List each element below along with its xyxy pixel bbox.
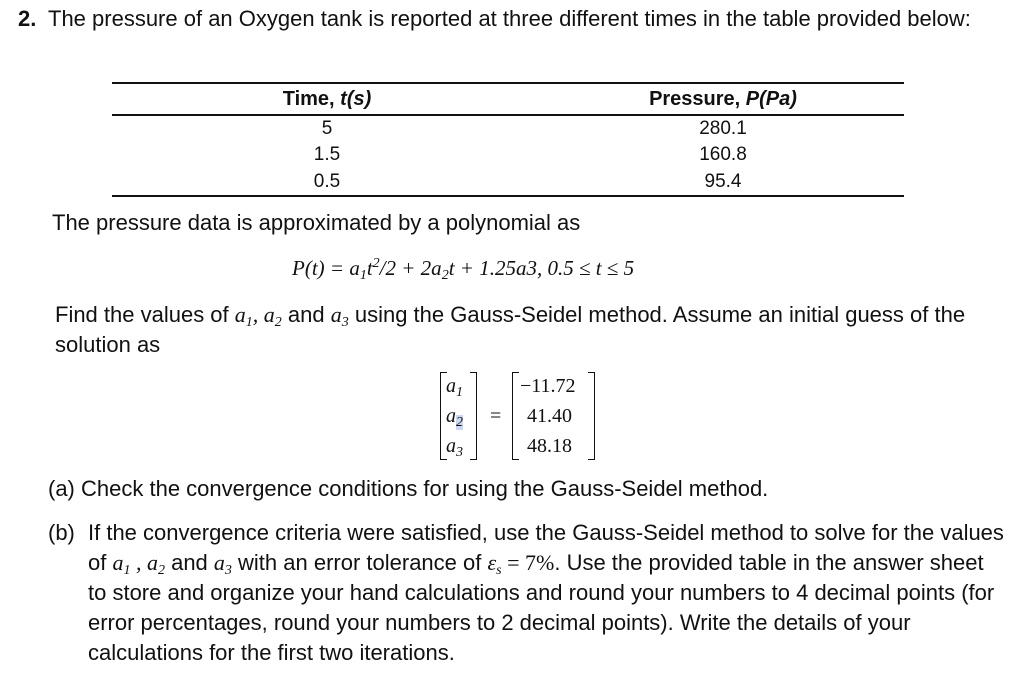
part-b-label: (b) (48, 520, 75, 545)
matrix-v1: −11.72 (520, 375, 576, 397)
right-bracket (588, 372, 595, 460)
matrix-a3: $a_3$ (446, 435, 463, 460)
header-pressure (542, 83, 904, 115)
find-part: using the Gauss-Seidel method. Assume an initial guess of the solution as (55, 302, 966, 357)
part-b-text: with an error tolerance of (231, 550, 488, 575)
cell-time: 1.5 (313, 144, 341, 165)
epsilon-symbol: ε (487, 550, 497, 575)
header-time-unit: t(s) (340, 87, 372, 110)
poly-part: t (366, 256, 373, 280)
table-header-row (112, 83, 904, 115)
cell-time: 5 (321, 118, 333, 139)
find-part: Find the values of (55, 302, 235, 327)
table-row (112, 168, 904, 196)
initial-guess-matrix (430, 372, 630, 460)
find-text: Find the values of $a_1$, $a_2$ and $a_3$ using the Gauss-Seidel method. Assume an initial guess of the solution as (55, 302, 966, 357)
question-intro: The pressure of an Oxygen tank is reported at three different times in the table provided below: (48, 6, 971, 31)
part-a: (a) Check the convergence conditions for using the Gauss-Seidel method. (48, 476, 769, 501)
part-b-text: If the convergence criteria were satisfied, use the Gauss-Seidel method to solve for the values of (88, 520, 1004, 575)
cell-pressure: 95.4 (542, 168, 904, 196)
part-b-text: . Use the provided table in the answer sheet to store and organize your hand calculations and round your numbers to 4 decimal points (for error percentages, round your numbers to 2 decimal points). Write the details of your calculations for the first two iterations. (88, 550, 995, 665)
header-time (112, 83, 542, 115)
cell-pressure: 280.1 (699, 118, 747, 139)
matrix-equals: = (490, 405, 502, 427)
left-bracket (512, 372, 519, 460)
header-time-label: Time, (282, 87, 341, 110)
question-number: 2. (18, 6, 37, 31)
table-row (112, 142, 904, 168)
right-bracket (470, 372, 477, 460)
matrix-v3: 48.18 (527, 435, 572, 457)
approx-text: The pressure data is approximated by a polynomial as (52, 210, 581, 235)
tolerance-value: = 7% (501, 550, 555, 575)
header-pressure-unit: P(Pa) (745, 87, 797, 110)
matrix-a1: $a_1$ (446, 375, 463, 400)
pressure-table (112, 82, 904, 197)
matrix-v2: 41.40 (527, 405, 572, 427)
poly-part: /2 + 2a (379, 256, 442, 280)
cell-pressure: 160.8 (699, 144, 747, 165)
cell-time: 0.5 (112, 168, 542, 196)
poly-part: P(t) = a (292, 256, 360, 280)
polynomial-equation: $P(t) = a_1t^2/2 + 2a_2t + 1.25a3$, 0.5 ≤ t ≤ 5 (292, 256, 635, 283)
matrix-a2: $a_2$ (446, 405, 463, 430)
table-row (112, 115, 904, 142)
part-b: If the convergence criteria were satisfied, use the Gauss-Seidel method to solve for the values of $a_1$ , $a_2$ and $a_3$ with an error tolerance of $\varepsilon_s = 7\%$. Use the provided table in the answer sheet to store and organize your hand calculations and round your numbers to 4 decimal points (for error percentages, round your numbers to 2 decimal points). Write the details of your calculations for the first two iterations. (88, 520, 1004, 665)
find-part: and (281, 302, 331, 327)
part-b-text: and (164, 550, 214, 575)
poly-part: t + 1.25a3, 0.5 ≤ t ≤ 5 (448, 256, 635, 280)
header-pressure-label: Pressure, (649, 87, 746, 110)
epsilon-sub: s (496, 563, 502, 578)
